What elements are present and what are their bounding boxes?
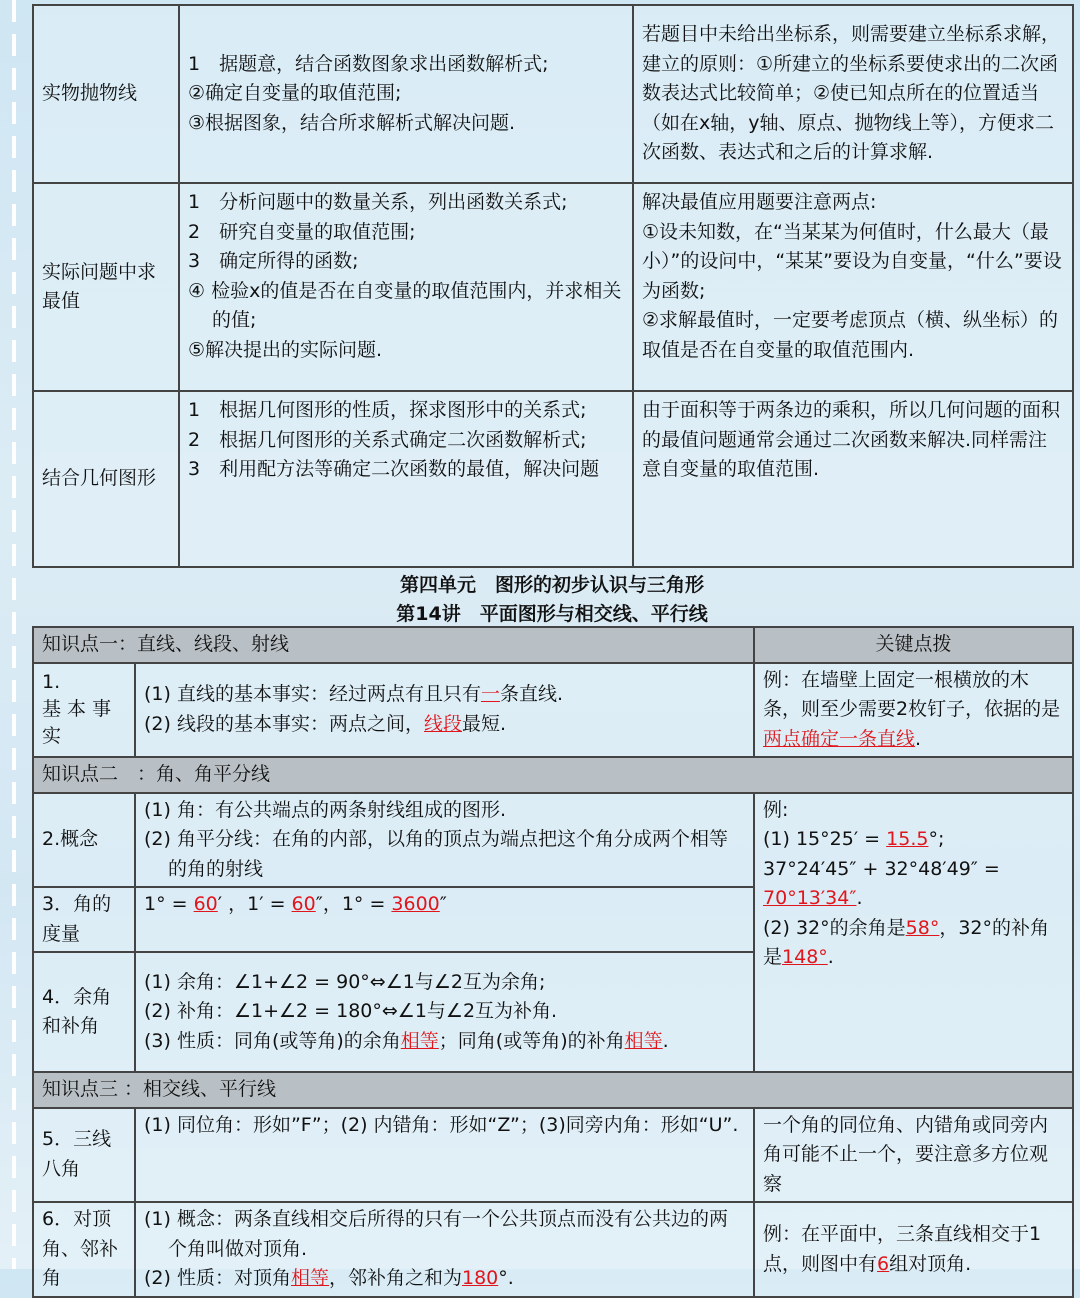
text-segment: (2) 角平分线：在角的内部，以角的顶点为端点把这个角分成两个相等的角的射线 xyxy=(144,828,728,880)
section-header xyxy=(33,757,1073,793)
answer-highlight: 180 xyxy=(462,1267,499,1290)
table-row xyxy=(33,1202,1073,1297)
text-segment: . xyxy=(915,727,922,750)
text-line xyxy=(144,997,745,1027)
answer-highlight: 6 xyxy=(877,1252,890,1275)
note-cell: 由于面积等于两条边的乘积，所以几何问题的面积的最值问题通常会通过二次函数来解决.同样需注意自变量的取值范围. xyxy=(633,391,1073,567)
topic-cell: 结合几何图形 xyxy=(33,391,179,567)
content-cell xyxy=(135,1202,754,1297)
tip-cell xyxy=(754,1108,1073,1203)
text-line xyxy=(144,825,745,884)
section-title: 知识点三 ：相交线、平行线 xyxy=(33,1072,1073,1108)
step: 1 据题意，结合函数图象求出函数解析式; xyxy=(188,52,549,75)
text-segment: ，邻补角之和为 xyxy=(328,1267,462,1290)
text-segment: (2) 性质：对顶角 xyxy=(144,1267,291,1290)
text-segment: . xyxy=(827,946,834,968)
text-segment: (2) 补角：∠1+∠2 = 180°⇔∠1与∠2互为补角. xyxy=(144,1000,558,1023)
steps-cell xyxy=(179,5,633,183)
section-title: 知识点二 ：角、角平分线 xyxy=(33,757,1073,793)
text-line xyxy=(763,855,1064,914)
answer-highlight: 3600 xyxy=(391,893,440,915)
text-line xyxy=(144,890,745,920)
section-title: 知识点一：直线、线段、射线 xyxy=(33,627,754,663)
text-segment: 例: xyxy=(763,798,789,821)
row-label: 3．角的度量 xyxy=(33,887,135,952)
answer-highlight: 60 xyxy=(193,893,218,915)
knowledge-table xyxy=(32,626,1074,1298)
lesson-title: 第14讲 平面图形与相交线、平行线 xyxy=(396,603,708,625)
section-header xyxy=(33,627,1073,663)
text-line xyxy=(763,796,1064,826)
text-segment: 一个角的同位角、内错角或同旁内角可能不止一个，要注意多方位观察 xyxy=(763,1113,1049,1195)
text-line xyxy=(144,1027,745,1057)
note-line: ②求解最值时，一定要考虑顶点（横、纵坐标）的取值是否在自变量的取值范围内. xyxy=(642,309,1059,361)
text-segment: (1) 直线的基本事实：经过两点有且只有 xyxy=(144,683,481,706)
table-row xyxy=(33,1108,1073,1203)
content-cell xyxy=(135,663,754,758)
decorative-dashed-border xyxy=(12,0,16,1269)
text-segment: (1) 15°25′ = xyxy=(763,828,887,850)
topic-cell: 实物抛物线 xyxy=(33,5,179,183)
text-segment: ；同角(或等角)的补角 xyxy=(438,1029,625,1052)
text-segment: 最短. xyxy=(461,712,507,735)
table-row xyxy=(33,183,1073,391)
text-segment: (2) 32°的余角是 xyxy=(763,916,906,939)
text-line xyxy=(144,710,745,740)
answer-highlight: 一 xyxy=(480,683,500,706)
answer-highlight: 58° xyxy=(905,916,940,939)
step: ②确定自变量的取值范围; xyxy=(188,82,402,105)
text-segment: (2) 线段的基本事实：两点之间， xyxy=(144,712,424,735)
text-line xyxy=(144,968,745,998)
text-segment: (1) 余角：∠1+∠2 = 90°⇔∠1与∠2互为余角; xyxy=(144,970,546,993)
text-segment: (1) 概念：两条直线相交后所得的只有一个公共顶点而没有公共边的两个角叫做对顶角. xyxy=(144,1208,728,1260)
text-segment: ″，1° = xyxy=(315,893,392,915)
step: 3 确定所得的函数; xyxy=(188,250,359,272)
note-line: 解决最值应用题要注意两点: xyxy=(642,191,877,213)
step: ⑤解决提出的实际问题. xyxy=(188,338,383,361)
content-cell xyxy=(135,887,754,952)
key-points-header: 关键点拨 xyxy=(754,627,1073,663)
answer-highlight: 相等 xyxy=(624,1029,663,1052)
content-cell xyxy=(135,952,754,1072)
steps-cell xyxy=(179,183,633,391)
text-line xyxy=(144,796,745,826)
text-segment: °; xyxy=(928,828,945,850)
quadratic-application-table xyxy=(32,4,1074,568)
text-segment: 条直线. xyxy=(499,683,564,706)
text-segment: 1° = xyxy=(144,893,194,915)
text-line xyxy=(763,1111,1064,1200)
answer-highlight: 148° xyxy=(782,946,828,968)
step: 2 根据几何图形的关系式确定二次函数解析式; xyxy=(188,428,587,451)
section-header xyxy=(33,1072,1073,1108)
text-segment: . xyxy=(662,1029,669,1052)
text-segment: 例：在墙壁上固定一根横放的木条，则至少需要2枚钉子，依据的是 xyxy=(763,668,1061,720)
step: 2 研究自变量的取值范围; xyxy=(188,220,416,243)
answer-highlight: 线段 xyxy=(423,712,462,735)
content-cell xyxy=(135,1108,754,1203)
table-row xyxy=(33,391,1073,567)
row-label: 5．三线八角 xyxy=(33,1108,135,1203)
table-row xyxy=(33,663,1073,758)
table-row xyxy=(33,793,1073,888)
answer-highlight: 70°13′34″ xyxy=(763,887,857,909)
text-segment: °. xyxy=(498,1267,514,1290)
row-label: 6．对顶角、邻补角 xyxy=(33,1202,135,1297)
table-row xyxy=(33,5,1073,183)
row-label: 1. 基 本 事 实 xyxy=(33,663,135,758)
topic-cell: 实际问题中求最值 xyxy=(33,183,179,391)
steps-cell xyxy=(179,391,633,567)
unit-title: 第四单元 图形的初步认识与三角形 xyxy=(399,574,704,596)
row-label: 4．余角和补角 xyxy=(33,952,135,1072)
answer-highlight: 15.5 xyxy=(886,828,929,850)
answer-highlight: 两点确定一条直线 xyxy=(763,727,916,750)
text-segment: 例：在平面中，三条直线相交于1点，则图中有 xyxy=(763,1223,1042,1275)
text-segment: . xyxy=(856,887,863,909)
text-line xyxy=(763,825,1064,855)
step: 3 利用配方法等确定二次函数的最值，解决问题 xyxy=(188,458,600,480)
text-line xyxy=(144,1111,745,1141)
note-cell: 若题目中未给出坐标系，则需要建立坐标系求解，建立的原则：①所建立的坐标系要使求出的二次函数表达式比较简单；②使已知点所在的位置适当（如在x轴，y轴、原点、抛物线上等），方便求二次函数、表达式和之后的计算求解. xyxy=(633,5,1073,183)
step: 1 根据几何图形的性质，探求图形中的关系式; xyxy=(188,399,587,421)
note-line: ①设未知数，在“当某某为何值时，什么最大（最小）”的设问中，“某某”要设为自变量，“什么”要设为函数; xyxy=(642,220,1062,302)
text-segment: 37°24′45″ + 32°48′49″ = xyxy=(763,857,1000,880)
text-segment: ′ ，1′ = xyxy=(217,893,292,915)
text-segment: (1) 角：有公共端点的两条射线组成的图形. xyxy=(144,798,506,821)
text-segment: (1) 同位角：形如”F”；(2) 内错角：形如“Z”；(3)同旁内角：形如“U”. xyxy=(144,1113,739,1136)
content-cell xyxy=(135,793,754,888)
text-line xyxy=(763,914,1064,973)
text-line xyxy=(763,1220,1064,1279)
text-segment: ″ xyxy=(439,893,447,915)
answer-highlight: 相等 xyxy=(290,1267,329,1290)
text-segment: 组对顶角. xyxy=(889,1252,972,1275)
step: ③根据图象，结合所求解析式解决问题. xyxy=(188,111,516,134)
text-line xyxy=(144,680,745,710)
tip-cell xyxy=(754,663,1073,758)
row-label: 2.概念 xyxy=(33,793,135,888)
tip-cell xyxy=(754,1202,1073,1297)
text-segment: ，32°的补角是 xyxy=(763,916,1050,968)
step: 1 分析问题中的数量关系，列出函数关系式; xyxy=(188,191,568,213)
tip-cell xyxy=(754,793,1073,1073)
text-line xyxy=(763,666,1064,755)
step: ④ 检验x的值是否在自变量的取值范围内，并求相关的值; xyxy=(188,279,622,331)
text-line xyxy=(144,1205,745,1264)
text-segment: (3) 性质：同角(或等角)的余角 xyxy=(144,1029,401,1052)
answer-highlight: 60 xyxy=(291,893,316,915)
answer-highlight: 相等 xyxy=(400,1029,439,1052)
note-cell xyxy=(633,183,1073,391)
